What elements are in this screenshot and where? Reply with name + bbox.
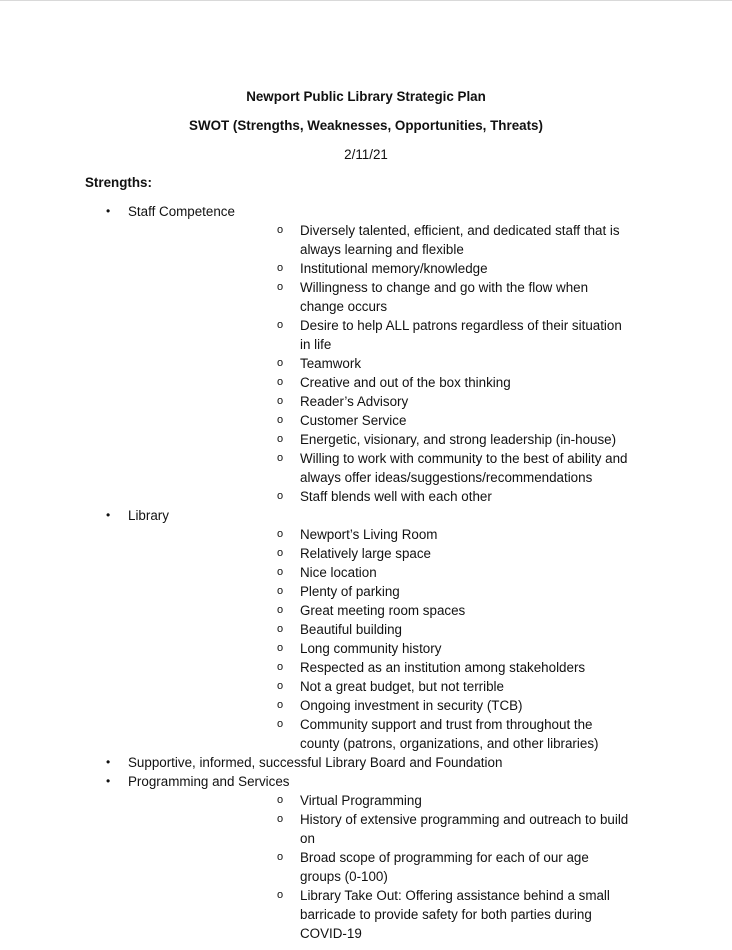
strength-item-text: Plenty of parking xyxy=(300,584,400,599)
strength-item xyxy=(128,848,732,886)
strength-item xyxy=(128,715,732,753)
strength-item-text: Respected as an institution among stakeholders xyxy=(300,660,586,675)
bullet-circle-icon: o xyxy=(277,490,284,502)
strength-sublist xyxy=(128,221,732,506)
bullet-circle-icon: o xyxy=(277,528,284,540)
bullet-disc-icon: • xyxy=(106,755,111,769)
bullet-circle-icon: o xyxy=(277,585,284,597)
strength-item-text: Newport’s Living Room xyxy=(300,527,438,542)
bullet-circle-icon: o xyxy=(277,281,284,293)
strength-item xyxy=(128,487,732,506)
bullet-circle-icon: o xyxy=(277,395,284,407)
section-heading: Strengths: xyxy=(85,175,152,190)
strength-item-text: Not a great budget, but not terrible xyxy=(300,679,504,694)
strength-item-text: Great meeting room spaces xyxy=(300,603,466,618)
strength-item-text: History of extensive programming and outreach to build on xyxy=(300,812,629,846)
bullet-circle-icon: o xyxy=(277,452,284,464)
bullet-circle-icon: o xyxy=(277,566,284,578)
bullet-circle-icon: o xyxy=(277,262,284,274)
bullet-circle-icon: o xyxy=(277,623,284,635)
strength-item xyxy=(128,582,732,601)
strength-item-text: Community support and trust from throughout the county (patrons, organizations, and other libraries) xyxy=(300,717,599,751)
document-date: 2/11/21 xyxy=(344,147,388,162)
bullet-circle-icon: o xyxy=(277,224,284,236)
strength-item-text: Desire to help ALL patrons regardless of their situation in life xyxy=(300,318,622,352)
document-title: Newport Public Library Strategic Plan xyxy=(246,89,486,104)
strength-item xyxy=(128,278,732,316)
strength-item-text: Willingness to change and go with the flow when change occurs xyxy=(300,280,589,314)
bullet-circle-icon: o xyxy=(277,357,284,369)
strength-item-text: Broad scope of programming for each of our age groups (0-100) xyxy=(300,850,589,884)
strength-item-text: Willing to work with community to the best of ability and always offer ideas/suggestions/recommendations xyxy=(300,451,628,485)
bullet-circle-icon: o xyxy=(277,699,284,711)
strength-category xyxy=(0,753,732,772)
strength-item xyxy=(128,639,732,658)
strength-item-text: Relatively large space xyxy=(300,546,431,561)
strength-item-text: Nice location xyxy=(300,565,377,580)
bullet-circle-icon: o xyxy=(277,718,284,730)
bullet-circle-icon: o xyxy=(277,547,284,559)
strength-item xyxy=(128,449,732,487)
strength-item-text: Beautiful building xyxy=(300,622,402,637)
bullet-circle-icon: o xyxy=(277,680,284,692)
strength-category-label: Programming and Services xyxy=(128,774,290,789)
strength-item xyxy=(128,221,732,259)
strength-item-text: Virtual Programming xyxy=(300,793,422,808)
strength-item-text: Library Take Out: Offering assistance behind a small barricade to provide safety for both parties during COVID-19 xyxy=(300,888,610,941)
strength-item-text: Diversely talented, efficient, and dedicated staff that is always learning and flexible xyxy=(300,223,620,257)
bullet-circle-icon: o xyxy=(277,604,284,616)
strength-category-label: Library xyxy=(128,508,169,523)
strength-item xyxy=(128,316,732,354)
strength-category-label: Staff Competence xyxy=(128,204,235,219)
strength-item xyxy=(128,658,732,677)
strength-item xyxy=(128,886,732,943)
strength-item xyxy=(128,810,732,848)
strength-item-text: Energetic, visionary, and strong leadership (in-house) xyxy=(300,432,617,447)
bullet-circle-icon: o xyxy=(277,889,284,901)
strength-item xyxy=(128,544,732,563)
strength-category-label: Supportive, informed, successful Library Board and Foundation xyxy=(128,755,503,770)
bullet-circle-icon: o xyxy=(277,661,284,673)
bullet-circle-icon: o xyxy=(277,414,284,426)
strength-item xyxy=(128,373,732,392)
bullet-disc-icon: • xyxy=(106,508,111,522)
strength-category xyxy=(0,506,732,753)
strength-item xyxy=(128,601,732,620)
bullet-disc-icon: • xyxy=(106,204,111,218)
strength-item-text: Institutional memory/knowledge xyxy=(300,261,488,276)
bullet-circle-icon: o xyxy=(277,851,284,863)
bullet-circle-icon: o xyxy=(277,376,284,388)
strength-item xyxy=(128,392,732,411)
strength-item xyxy=(128,525,732,544)
strength-item xyxy=(128,354,732,373)
strength-sublist xyxy=(128,525,732,753)
strength-item xyxy=(128,259,732,278)
bullet-circle-icon: o xyxy=(277,433,284,445)
strength-item xyxy=(128,411,732,430)
bullet-circle-icon: o xyxy=(277,319,284,331)
strength-item-text: Teamwork xyxy=(300,356,362,371)
strength-item-text: Customer Service xyxy=(300,413,407,428)
bullet-disc-icon: • xyxy=(106,774,111,788)
strength-item xyxy=(128,620,732,639)
strength-item xyxy=(128,791,732,810)
strength-category xyxy=(0,772,732,943)
strength-item-text: Reader’s Advisory xyxy=(300,394,409,409)
strength-sublist xyxy=(128,791,732,943)
strength-item-text: Long community history xyxy=(300,641,442,656)
bullet-circle-icon: o xyxy=(277,794,284,806)
strength-item-text: Staff blends well with each other xyxy=(300,489,492,504)
strength-item xyxy=(128,563,732,582)
bullet-circle-icon: o xyxy=(277,642,284,654)
document-subtitle: SWOT (Strengths, Weaknesses, Opportunities, Threats) xyxy=(189,118,543,133)
strengths-list xyxy=(0,202,732,943)
strength-category xyxy=(0,202,732,506)
strength-item-text: Ongoing investment in security (TCB) xyxy=(300,698,523,713)
strength-item xyxy=(128,696,732,715)
strength-item xyxy=(128,677,732,696)
bullet-circle-icon: o xyxy=(277,813,284,825)
strength-item xyxy=(128,430,732,449)
strength-item-text: Creative and out of the box thinking xyxy=(300,375,511,390)
